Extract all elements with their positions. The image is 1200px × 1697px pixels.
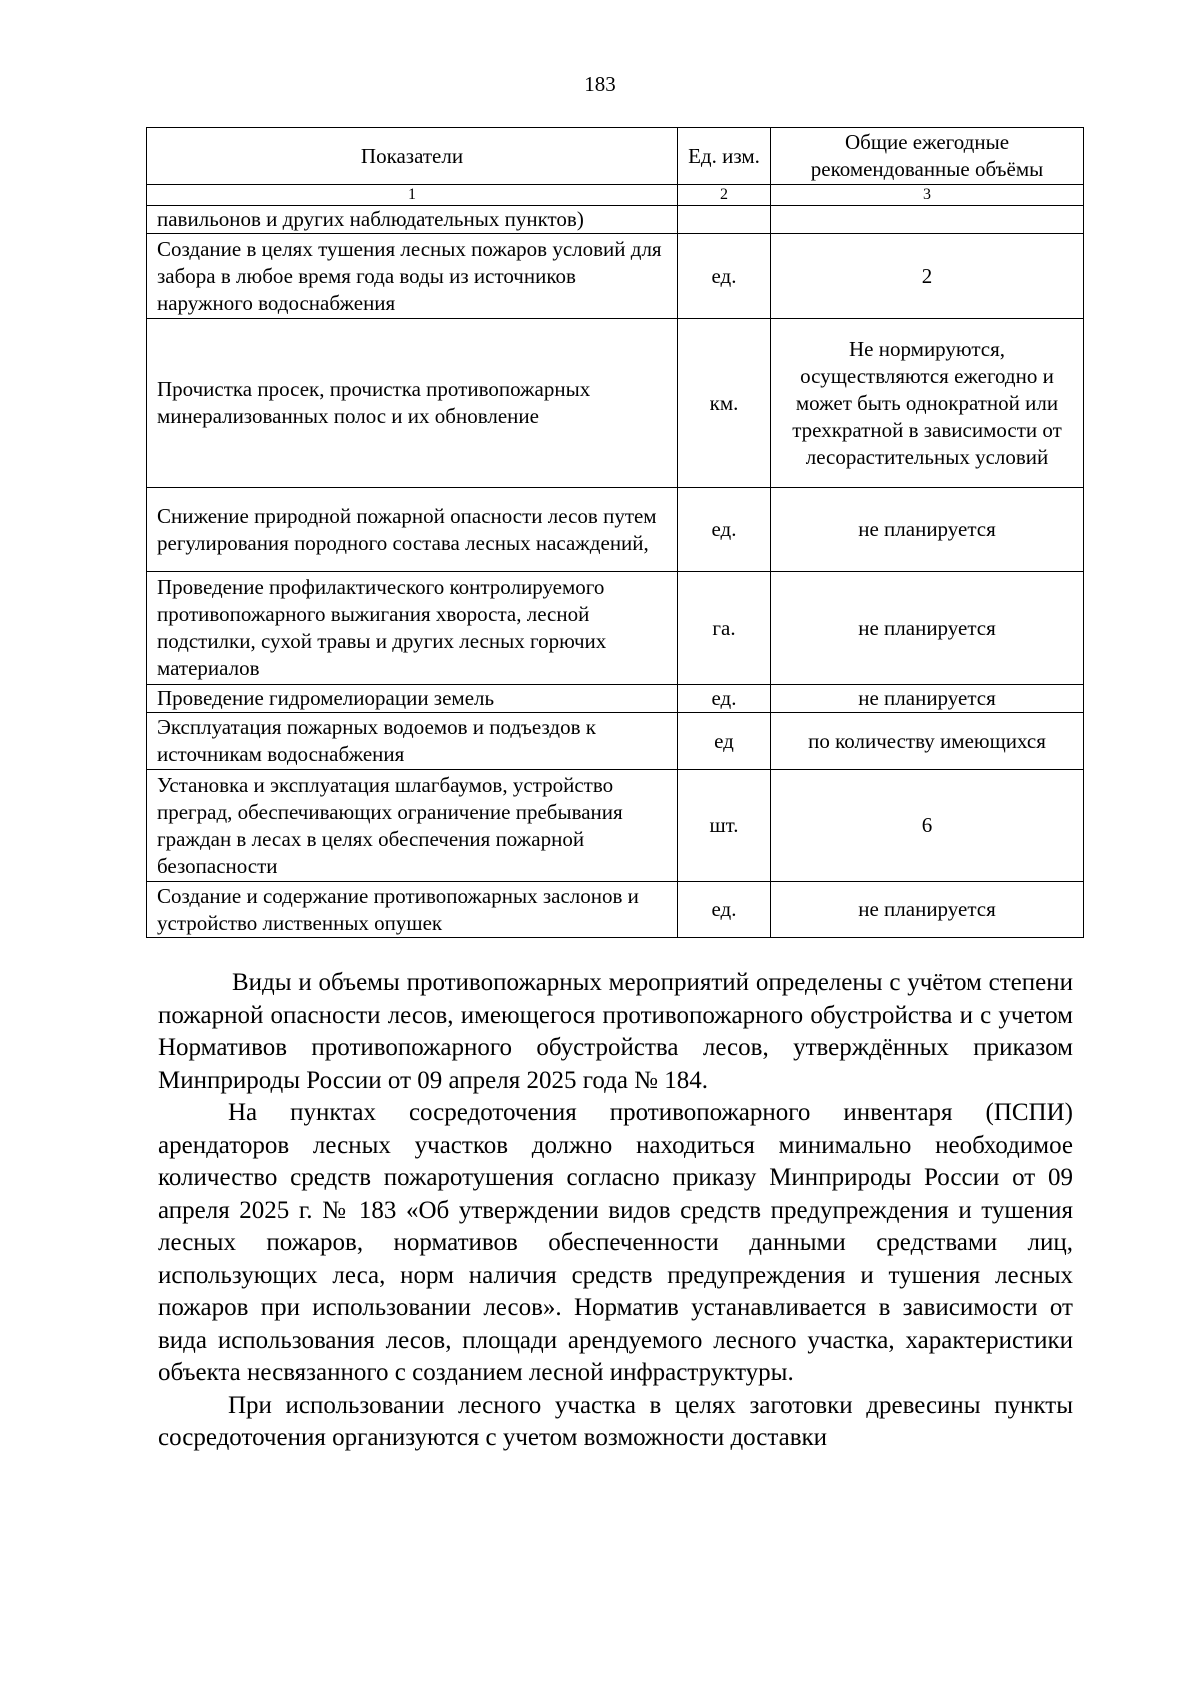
row-indicator: Установка и эксплуатация шлагбаумов, устройство преград, обеспечивающих ограничение пребывания граждан в лесах в целях обеспечения пожарной безопасности (147, 770, 678, 882)
column-numbers-row (147, 185, 1084, 206)
header-indicators: Показатели (147, 128, 678, 185)
column-number: 1 (147, 185, 678, 206)
row-indicator: Проведение гидромелиорации земель (147, 685, 678, 713)
table-row (147, 685, 1084, 713)
row-indicator: Снижение природной пожарной опасности лесов путем регулирования породного состава лесных насаждений, (147, 488, 678, 572)
row-volume: не планируется (771, 882, 1084, 938)
header-volume: Общие ежегодные рекомендованные объёмы (771, 128, 1084, 185)
table-header-row (147, 128, 1084, 185)
paragraph: При использовании лесного участка в целях заготовки древесины пункты сосредоточения организуются с учетом возможности доставки (158, 1391, 1073, 1451)
row-unit: км. (678, 319, 771, 488)
row-indicator: Проведение профилактического контролируемого противопожарного выжигания хвороста, лесной подстилки, сухой травы и других лесных горючих материалов (147, 572, 678, 685)
row-indicator: Создание и содержание противопожарных заслонов и устройство лиственных опушек (147, 882, 678, 938)
row-volume: не планируется (771, 572, 1084, 685)
table-row (147, 234, 1084, 319)
row-unit: ед. (678, 882, 771, 938)
header-unit: Ед. изм. (678, 128, 771, 185)
row-indicator: павильонов и других наблюдательных пунктов) (147, 206, 678, 234)
row-volume: 6 (771, 770, 1084, 882)
table-row (147, 206, 1084, 234)
row-volume: не планируется (771, 488, 1084, 572)
table-row (147, 572, 1084, 685)
row-unit: шт. (678, 770, 771, 882)
column-number: 2 (678, 185, 771, 206)
row-unit: ед (678, 713, 771, 770)
table-row (147, 770, 1084, 882)
row-unit: ед. (678, 234, 771, 319)
table-row (147, 488, 1084, 572)
indicators-table (146, 127, 1084, 938)
column-number: 3 (771, 185, 1084, 206)
row-unit: га. (678, 572, 771, 685)
row-indicator: Создание в целях тушения лесных пожаров условий для забора в любое время года воды из источников наружного водоснабжения (147, 234, 678, 319)
table-row (147, 319, 1084, 488)
paragraph: Виды и объемы противопожарных мероприятий определены с учётом степени пожарной опасности лесов, имеющегося противопожарного обустройства и с учетом Нормативов противопожарного обустройства лесов, утверждённых приказом Минприроды России от 09 апреля 2025 года № 184. (158, 969, 1073, 1094)
row-indicator: Прочистка просек, прочистка противопожарных минерализованных полос и их обновление (147, 319, 678, 488)
row-volume: не планируется (771, 685, 1084, 713)
row-unit (678, 206, 771, 234)
table-row (147, 882, 1084, 938)
row-volume: по количеству имеющихся (771, 713, 1084, 770)
row-unit: ед. (678, 488, 771, 572)
row-volume: Не нормируются, осуществляются ежегодно и может быть однократной или трехкратной в зависимости от лесорастительных условий (771, 319, 1084, 488)
row-unit: ед. (678, 685, 771, 713)
table-row (147, 713, 1084, 770)
page-number: 183 (584, 72, 616, 96)
row-volume: 2 (771, 234, 1084, 319)
body-text (158, 967, 1073, 1455)
row-indicator: Эксплуатация пожарных водоемов и подъездов к источникам водоснабжения (147, 713, 678, 770)
paragraph: На пунктах сосредоточения противопожарного инвентаря (ПСПИ) арендаторов лесных участков должно находиться минимально необходимое количество средств пожаротушения согласно приказу Минприроды России от 09 апреля 2025 г. № 183 «Об утверждении видов средств предупреждения и тушения лесных пожаров, нормативов обеспеченности данными средствами лиц, использующих леса, норм наличия средств предупреждения и тушения лесных пожаров при использовании лесов». Норматив устанавливается в зависимости от вида использования лесов, площади арендуемого лесного участка, характеристики объекта несвязанного с созданием лесной инфраструктуры. (158, 1099, 1073, 1386)
row-volume (771, 206, 1084, 234)
